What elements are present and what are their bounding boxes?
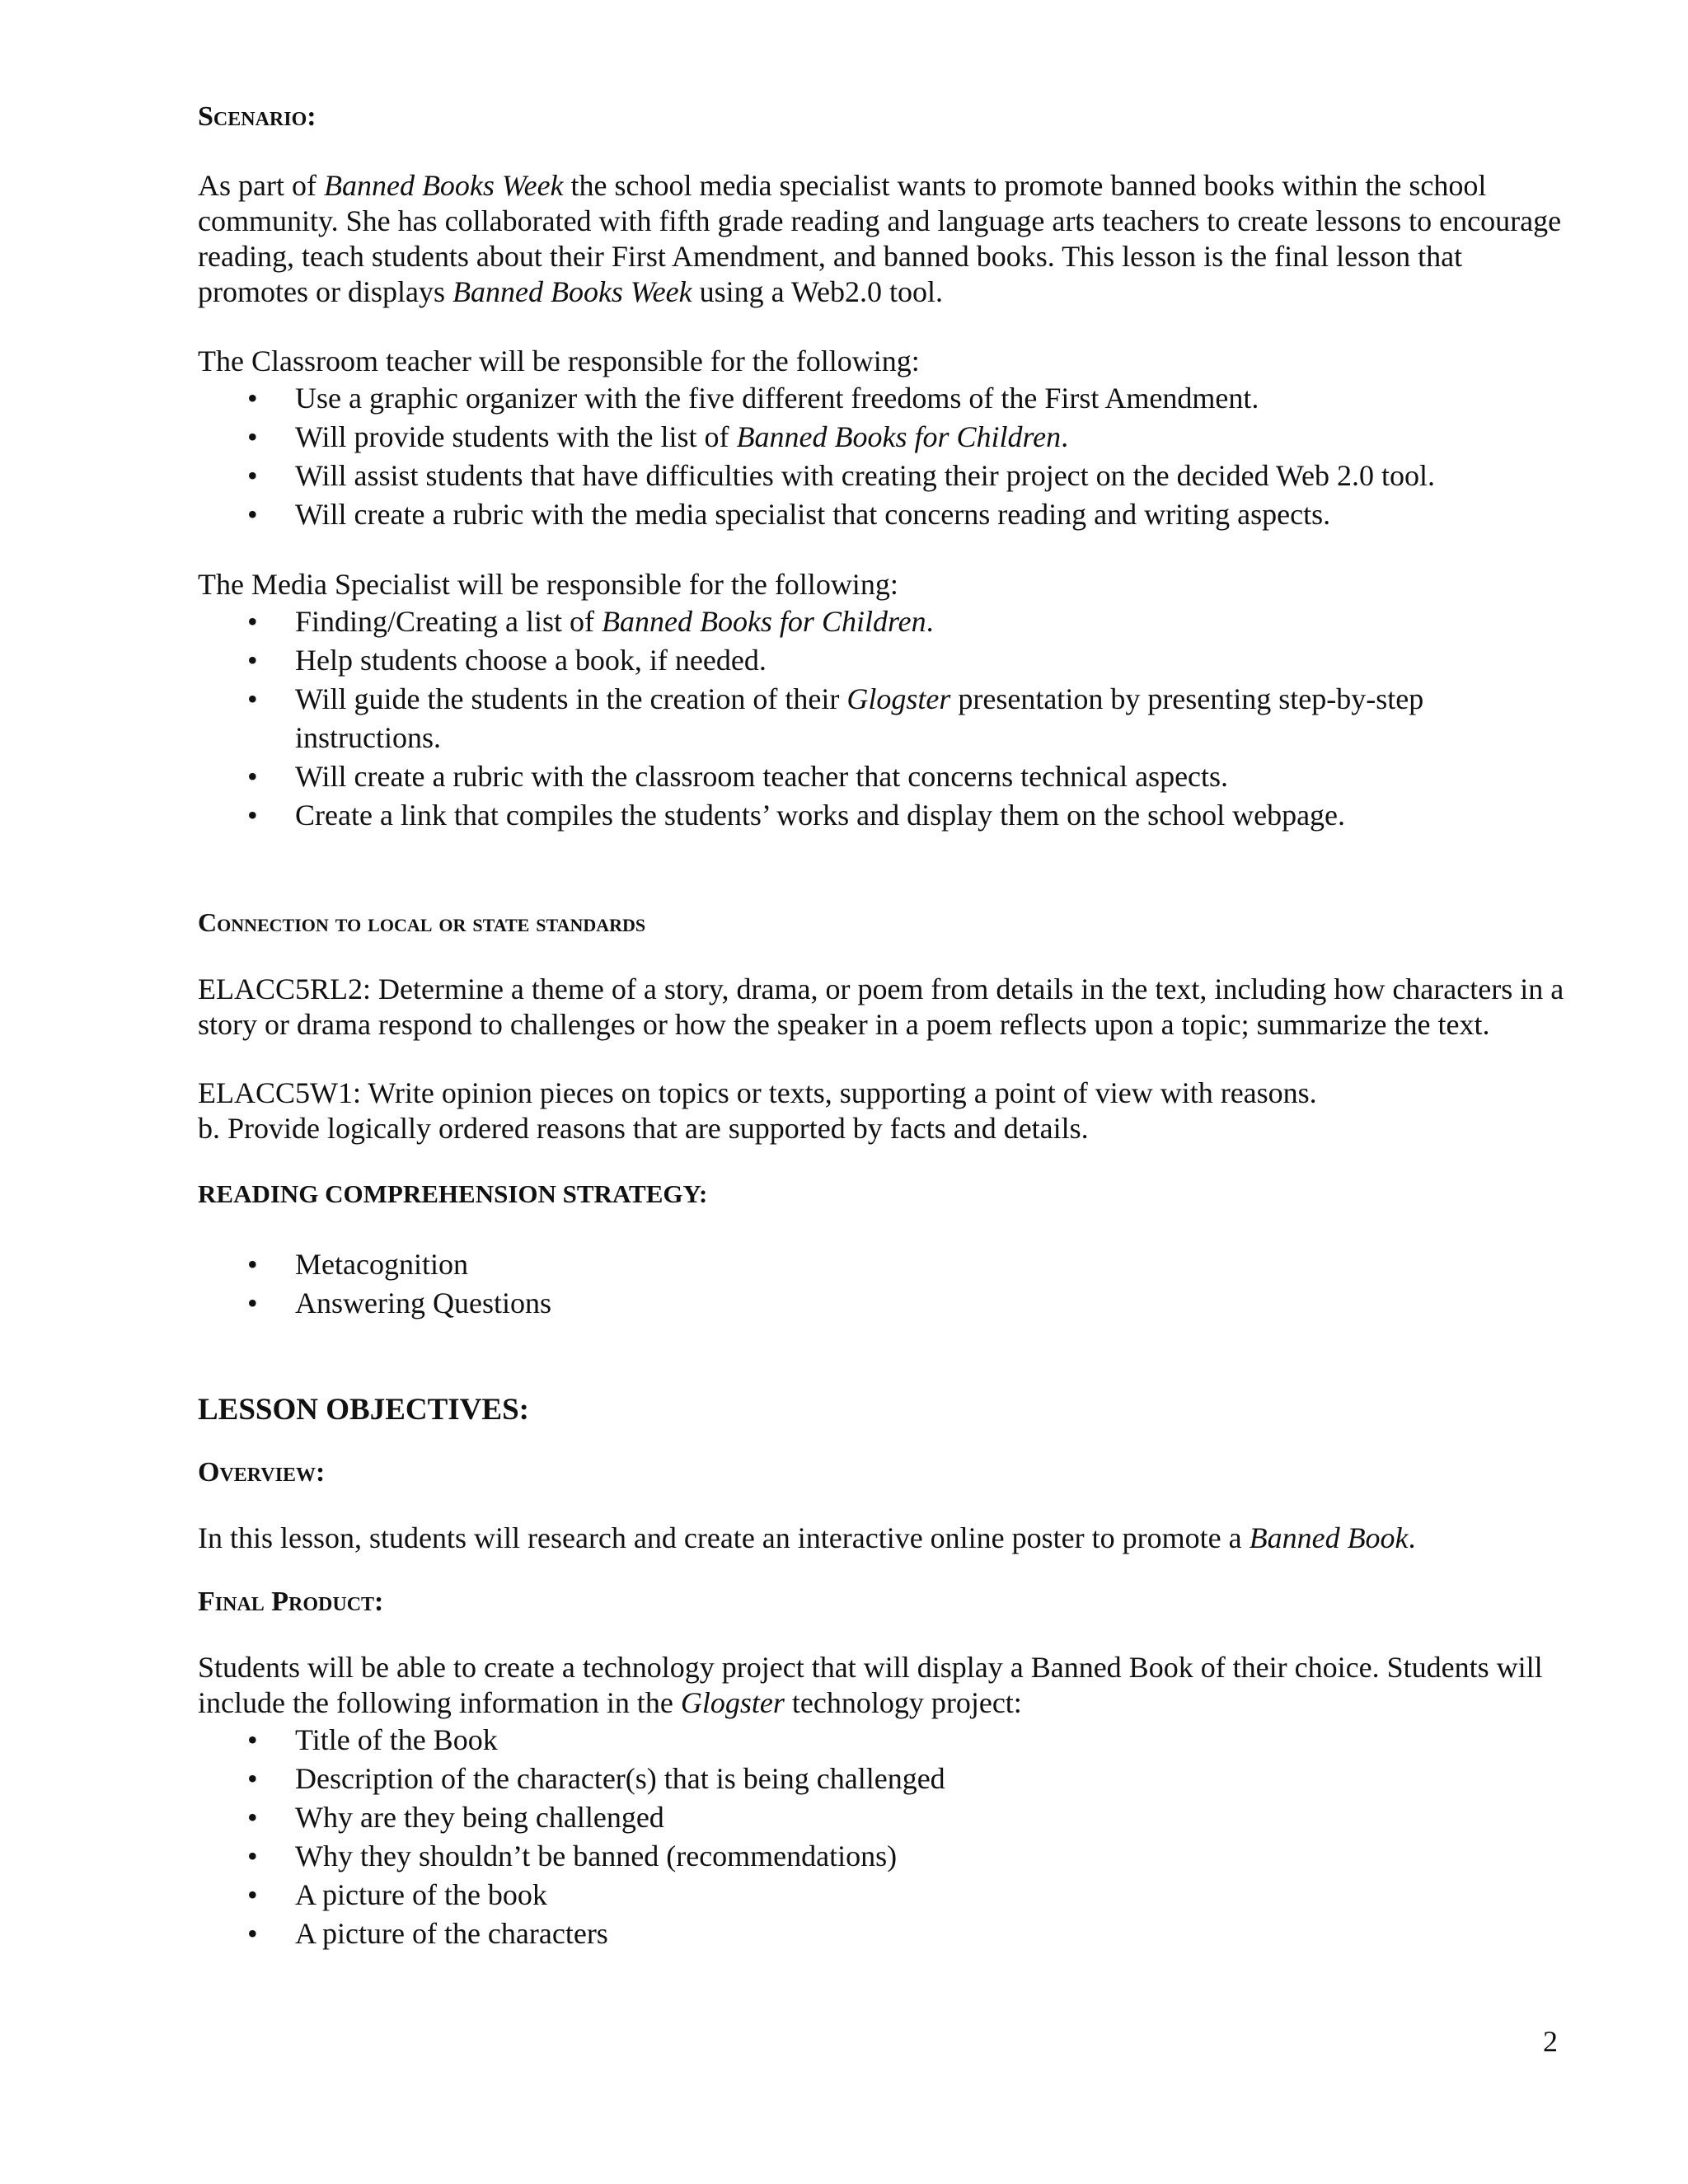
list-item: • A picture of the book: [198, 1876, 1564, 1915]
italic-text: Glogster: [846, 682, 951, 715]
list-item: • Create a link that compiles the students’ works and display them on the school webpage.: [198, 796, 1564, 835]
media-responsibilities-lead: The Media Specialist will be responsible for the following:: [198, 568, 898, 601]
italic-text: Banned Books for Children: [736, 420, 1062, 453]
standard-rl2: ELACC5RL2: Determine a theme of a story, drama, or poem from details in the text, including how characters in a story or drama respond to challenges or how the speaker in a poem reflects upon a topic; summarize the text.: [198, 972, 1564, 1041]
list-item: • Will assist students that have difficulties with creating their project on the decided Web 2.0 tool.: [198, 457, 1564, 495]
media-responsibilities-list: [198, 602, 1564, 835]
final-product-intro: Students will be able to create a technology project that will display a Banned Book of their choice. Students will include the following information in the Glogster technology project:: [198, 1651, 1543, 1719]
standards-heading: Connection to local or state standards: [198, 907, 646, 937]
overview-text: In this lesson, students will research and create an interactive online poster to promote a Banned Book.: [198, 1521, 1416, 1554]
italic-text: Banned Books Week: [323, 169, 564, 202]
list-item: • Finding/Creating a list of Banned Books for Children.: [198, 602, 1564, 641]
list-item: • Answering Questions: [198, 1284, 1564, 1323]
list-item: • Help students choose a book, if needed.: [198, 641, 1564, 680]
list-item: • A picture of the characters: [198, 1915, 1564, 1953]
teacher-responsibilities-list: [198, 379, 1564, 534]
standard-w1b: b. Provide logically ordered reasons that are supported by facts and details.: [198, 1112, 1089, 1145]
teacher-responsibilities-lead: The Classroom teacher will be responsible for the following:: [198, 344, 920, 377]
page-number: 2: [1543, 2025, 1558, 2058]
italic-text: Banned Books Week: [452, 275, 692, 308]
italic-text: Banned Books for Children: [601, 605, 926, 638]
list-item: • Why they shouldn’t be banned (recommendations): [198, 1837, 1564, 1876]
list-item: • Will create a rubric with the media specialist that concerns reading and writing aspects.: [198, 495, 1564, 534]
strategy-list: [198, 1245, 1564, 1323]
italic-text: Glogster: [680, 1686, 785, 1719]
final-product-heading: Final Product:: [198, 1586, 384, 1617]
list-item: • Will provide students with the list of Banned Books for Children.: [198, 418, 1564, 457]
overview-heading: Overview:: [198, 1457, 326, 1488]
list-item: • Why are they being challenged: [198, 1798, 1564, 1837]
final-product-list: [198, 1721, 1564, 1953]
list-item: • Title of the Book: [198, 1721, 1564, 1760]
list-item: • Will create a rubric with the classroom teacher that concerns technical aspects.: [198, 757, 1564, 796]
scenario-intro: As part of Banned Books Week the school media specialist wants to promote banned books within the school community. She has collaborated with fifth grade reading and language arts teachers to create lessons to encourage reading, teach students about their First Amendment, and banned books. This lesson is the final lesson that promotes or displays Banned Books Week using a Web2.0 tool.: [198, 169, 1562, 308]
list-item: • Use a graphic organizer with the five different freedoms of the First Amendment.: [198, 379, 1564, 418]
scenario-heading: Scenario:: [198, 101, 316, 132]
standard-w1: ELACC5W1: Write opinion pieces on topics or texts, supporting a point of view with reasons.: [198, 1076, 1317, 1109]
list-item: • Will guide the students in the creation of their Glogster presentation by presenting step-by-step instructions.: [198, 680, 1564, 757]
list-item: • Description of the character(s) that is being challenged: [198, 1760, 1564, 1798]
objectives-heading: LESSON OBJECTIVES:: [198, 1393, 529, 1427]
italic-text: Banned Book: [1249, 1521, 1409, 1554]
strategy-heading: READING COMPREHENSION STRATEGY:: [198, 1179, 708, 1208]
list-item: • Metacognition: [198, 1245, 1564, 1284]
